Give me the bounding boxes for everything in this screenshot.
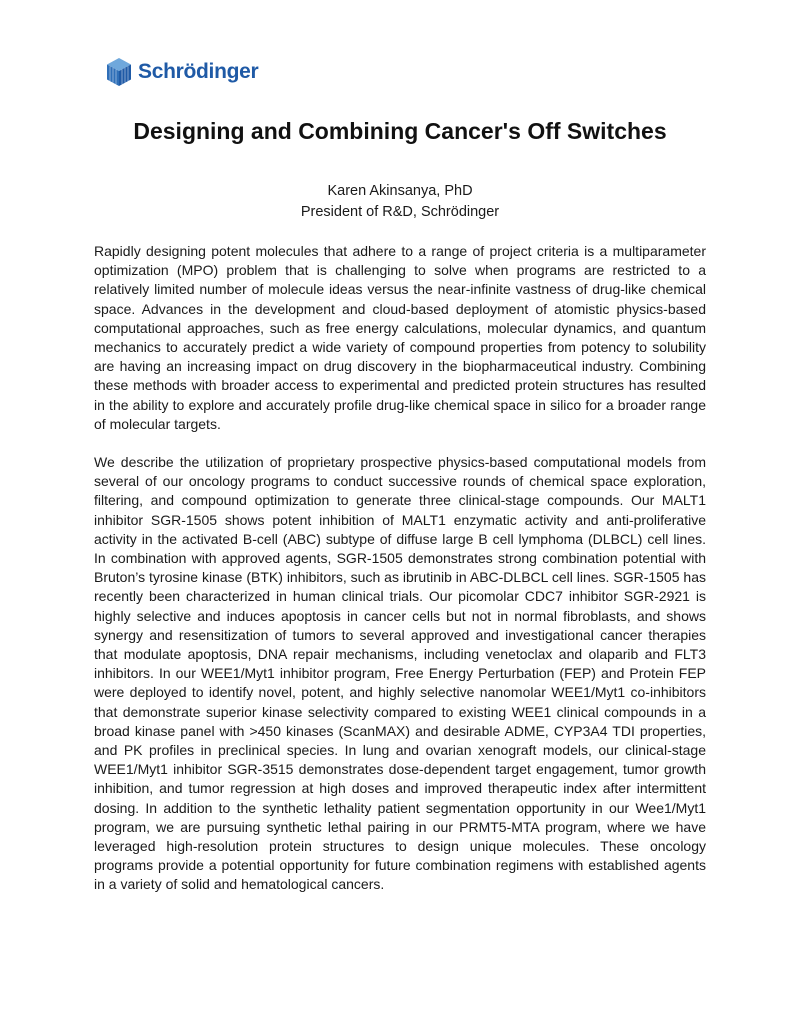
logo-wordmark: Schrödinger [138, 60, 259, 83]
schrodinger-cube-icon [106, 57, 132, 87]
author-block [0, 181, 800, 223]
author-name: Karen Akinsanya, PhD [327, 183, 473, 199]
company-logo [106, 56, 258, 88]
abstract-paragraph-2: We describe the utilization of proprietary prospective physics-based computational models from several of our oncology programs to conduct successive rounds of chemical space exploration, filtering, and compound optimization to generate three clinical-stage compounds. Our MALT1 inhibitor SGR-1505 shows potent inhibition of MALT1 enzymatic activity and anti-proliferative activity in the activated B-cell (ABC) subtype of diffuse large B cell lymphoma (DLBCL) cell lines. In combination with approved agents, SGR-1505 demonstrates strong combination potential with Bruton’s tyrosine kinase (BTK) inhibitors, such as ibrutinib in ABC-DLBCL cell lines. SGR-1505 has recently been characterized in human clinical trials. Our picomolar CDC7 inhibitor SGR-2921 is highly selective and induces apoptosis in cancer cells but not in normal fibroblasts, and shows synergy and resensitization of tumors to several approved and investigational cancer therapies that modulate apoptosis, DNA repair mechanisms, including venetoclax and olaparib and FLT3 inhibitors. In our WEE1/Myt1 inhibitor program, Free Energy Perturbation (FEP) and Protein FEP were deployed to identify novel, potent, and highly selective nanomolar WEE1/Myt1 co-inhibitors that demonstrate superior kinase selectivity compared to existing WEE1 clinical compounds in a broad kinase panel with >450 kinases (ScanMAX) and desirable ADME, CYP3A4 TDI properties, and PK profiles in preclinical species. In lung and ovarian xenograft models, our clinical-stage WEE1/Myt1 inhibitor SGR-3515 demonstrates dose-dependent target engagement, tumor growth inhibition, and tumor regression at high doses and improved therapeutic index after intermittent dosing. In addition to the synthetic lethality patient segmentation opportunity in our Wee1/Myt1 program, we are pursuing synthetic lethal pairing in our PRMT5-MTA program, where we have leveraged high-resolution protein structures to design unique molecules. These oncology programs provide a potential opportunity for future combination regimens with established agents in a variety of solid and hematological cancers. [94, 454, 706, 893]
author-role: President of R&D, Schrödinger [300, 204, 500, 220]
abstract-paragraph-1: Rapidly designing potent molecules that adhere to a range of project criteria is a multiparameter optimization (MPO) problem that is challenging to solve when programs are restricted to a relatively limited number of molecule ideas versus the near-infinite vastness of drug-like chemical space. Advances in the development and cloud-based deployment of atomistic physics-based computational approaches, such as free energy calculations, molecular dynamics, and quantum mechanics to accurately predict a wide variety of compound properties from potency to solubility are having an increasing impact on drug discovery in the biopharmaceutical industry. Combining these methods with broader access to experimental and predicted protein structures has resulted in the ability to explore and accurately profile drug-like chemical space in silico for a broader range of molecular targets. [94, 243, 706, 432]
document-title: Designing and Combining Cancer's Off Switches [133, 118, 667, 144]
